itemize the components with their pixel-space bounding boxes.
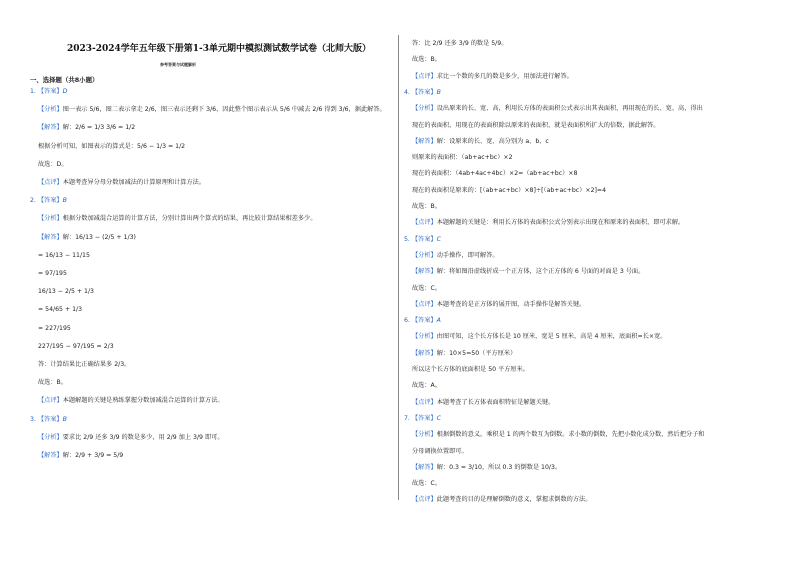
answer-tag: 【答案】 xyxy=(37,415,63,423)
solution-text: 故选：D。 xyxy=(38,160,68,168)
question-number: 3. xyxy=(30,415,36,423)
section-heading: 一、选择题（共8小题） xyxy=(30,76,99,84)
question-number: 7. xyxy=(404,414,410,422)
solution-tag: 【分析】 xyxy=(412,431,437,439)
solution-line xyxy=(38,234,136,242)
solution-line xyxy=(412,464,561,472)
solution-line xyxy=(412,268,644,276)
solution-tag: 【分析】 xyxy=(412,105,437,113)
question-answer-row xyxy=(404,236,441,244)
answer-choice: A xyxy=(436,317,441,325)
solution-line xyxy=(412,285,441,293)
solution-line xyxy=(38,179,205,187)
solution-tag: 【解答】 xyxy=(412,349,437,357)
solution-line xyxy=(38,161,68,169)
solution-line xyxy=(38,306,82,314)
solution-text: 故选：B。 xyxy=(38,379,67,387)
solution-line xyxy=(412,448,468,456)
solution-tag: 【点评】 xyxy=(412,72,437,80)
solution-text: 本题解题的关键是熟练掌握分数加减混合运算的计算方法。 xyxy=(62,397,224,405)
solution-tag: 【解答】 xyxy=(412,463,437,471)
solution-text: 故选：C。 xyxy=(412,284,442,292)
solution-tag: 【解答】 xyxy=(38,124,63,132)
page-title: 2023-2024学年五年级下册第1-3单元期中模拟测试数学试卷（北师大版） xyxy=(66,44,372,54)
solution-text: = 54/65 + 1/3 xyxy=(38,306,83,314)
solution-line xyxy=(38,106,386,114)
answer-tag: 【答案】 xyxy=(37,197,63,205)
solution-text: 本题考查异分母分数加减法的计算原理和计算方法。 xyxy=(62,179,206,186)
solution-line xyxy=(38,124,135,132)
solution-line xyxy=(412,40,507,48)
solution-text: 16/13 − 2/5 + 1/3 xyxy=(38,288,94,296)
solution-tag: 【点评】 xyxy=(38,179,63,186)
solution-tag: 【分析】 xyxy=(412,251,437,259)
solution-text: 答：计算结果比正确结果多 2/3。 xyxy=(38,361,131,368)
solution-tag: 【点评】 xyxy=(412,496,437,504)
solution-line xyxy=(38,361,130,369)
answer-tag: 【答案】 xyxy=(411,235,437,243)
solution-line xyxy=(38,397,224,405)
question-number: 4. xyxy=(404,88,410,96)
solution-line xyxy=(412,496,591,504)
solution-text: 分母调换位置即可。 xyxy=(412,447,468,455)
solution-line xyxy=(412,73,573,81)
solution-text: 要求比 2/9 还多 3/9 的数是多少，用 2/9 加上 3/9 即可。 xyxy=(62,433,224,441)
solution-text: 现在的表面积是原来的：[（ab+ac+bc）×8]÷[（ab+ac+bc）×2]=4 xyxy=(412,186,607,194)
question-number: 5. xyxy=(404,235,410,243)
solution-line xyxy=(38,452,123,460)
solution-line xyxy=(38,379,67,387)
solution-line xyxy=(38,288,94,296)
solution-line xyxy=(38,143,185,151)
solution-line xyxy=(412,399,554,407)
solution-tag: 【解答】 xyxy=(38,452,63,459)
solution-line xyxy=(412,170,577,178)
answer-choice: D xyxy=(62,88,68,95)
solution-text: 根据倒数的意义，乘积是 1 的两个数互为倒数。求小数的倒数，先把小数化成分数，然后把分子和 xyxy=(436,431,705,439)
solution-text: 由图可知，这个长方体长是 10 厘米，宽是 5 厘米，高是 4 厘米，底面积=长×宽。 xyxy=(436,333,667,341)
solution-text: 现在的表面积，用现在的表面积除以原来的表面积，就是表面积所扩大的倍数，据此解答。 xyxy=(412,121,660,129)
solution-text: 解：设原来的长、宽、高分别为 a、b、c xyxy=(436,137,549,145)
solution-text: 本题考查了长方体表面积特征是解题关键。 xyxy=(436,398,555,406)
solution-text: = 16/13 − 11/15 xyxy=(38,251,90,259)
solution-text: 此题考查的目的是理解倒数的意义，掌握求倒数的方法。 xyxy=(436,496,592,504)
solution-line xyxy=(38,252,90,260)
solution-text: 本题解题的关键是：利用长方体的表面积公式分别表示出现在和原来的表面积，即可求解。 xyxy=(436,219,685,227)
solution-text: 现在的表面积：（4ab+4ac+4bc）×2=（ab+ac+bc）×8 xyxy=(412,170,578,178)
solution-line xyxy=(38,270,67,278)
question-answer-row xyxy=(30,88,67,96)
solution-line xyxy=(412,382,441,390)
question-answer-row xyxy=(404,317,441,325)
solution-text: = 97/195 xyxy=(38,270,67,277)
solution-line xyxy=(412,122,660,130)
solution-tag: 【分析】 xyxy=(38,215,63,223)
column-divider xyxy=(398,35,399,500)
solution-text: 本题考查的是正方体的展开图，动手操作是解答关键。 xyxy=(436,300,586,308)
solution-line xyxy=(412,203,441,211)
solution-tag: 【解答】 xyxy=(412,268,437,276)
answer-choice: B xyxy=(62,415,67,423)
answer-choice: B xyxy=(62,197,67,205)
solution-line xyxy=(38,325,71,333)
solution-line xyxy=(412,252,499,260)
question-number: 6. xyxy=(404,317,410,325)
solution-text: 答：比 2/9 还多 3/9 的数是 5/9。 xyxy=(412,40,508,47)
question-answer-row xyxy=(30,197,67,205)
question-answer-row xyxy=(404,415,441,423)
solution-line xyxy=(412,138,549,146)
solution-text: 根据分数加减混合运算的计算方法，分别计算出两个算式的结果，再比较计算结果相差多少。 xyxy=(62,215,317,223)
solution-line xyxy=(412,350,516,358)
solution-text: 图一表示 5/6，图二表示拿走 2/6，图三表示还剩下 3/6，因此整个图示表示从 5/6 中减去 2/6 得到 3/6，据此解答。 xyxy=(62,106,386,114)
solution-tag: 【解答】 xyxy=(38,233,63,241)
question-number: 1. xyxy=(30,88,36,95)
answer-tag: 【答案】 xyxy=(411,414,437,422)
solution-text: 解：16/13 − (2/5 + 1/3) xyxy=(62,233,136,241)
solution-tag: 【解答】 xyxy=(412,137,437,145)
solution-text: 解：2/9 + 3/9 = 5/9 xyxy=(62,452,124,459)
solution-line xyxy=(412,56,441,64)
solution-text: 故选：B。 xyxy=(412,56,441,64)
solution-text: 故选：B。 xyxy=(412,203,441,210)
solution-text: 解：10×5=50（平方厘米） xyxy=(436,349,517,357)
solution-text: 动手操作，即可解答。 xyxy=(436,251,499,259)
solution-line xyxy=(412,154,513,162)
solution-text: 则原来的表面积：（ab+ac+bc）×2 xyxy=(412,154,513,162)
solution-text: 所以这个长方体的底面积是 50 平方厘米。 xyxy=(412,366,529,373)
answer-choice: C xyxy=(436,414,441,422)
solution-text: 227/195 − 97/195 = 2/3 xyxy=(38,342,114,350)
solution-line xyxy=(38,434,224,442)
solution-text: = 227/195 xyxy=(38,324,71,332)
solution-tag: 【分析】 xyxy=(38,433,63,441)
solution-text: 根据分析可知，如图表示的算式是：5/6 − 1/3 = 1/2 xyxy=(38,142,186,150)
solution-tag: 【分析】 xyxy=(38,106,63,114)
solution-line xyxy=(412,301,585,309)
solution-line xyxy=(38,215,316,223)
question-number: 2. xyxy=(30,197,36,205)
solution-line xyxy=(412,366,529,374)
answer-tag: 【答案】 xyxy=(411,88,437,96)
answer-choice: B xyxy=(436,88,441,96)
solution-text: 设出原来的长、宽、高，利用长方体的表面积公式表示出其表面积，再用现在的长、宽、高，得出 xyxy=(436,105,703,113)
solution-text: 解：0.3 = 3/10，所以 0.3 的倒数是 10/3。 xyxy=(436,463,562,471)
answer-tag: 【答案】 xyxy=(411,317,437,325)
solution-text: 故选：A。 xyxy=(412,382,441,390)
solution-line xyxy=(412,219,684,227)
solution-line xyxy=(412,480,441,488)
solution-line xyxy=(412,105,703,113)
answer-choice: C xyxy=(436,235,441,243)
solution-line xyxy=(412,431,705,439)
solution-line xyxy=(412,333,666,341)
solution-tag: 【分析】 xyxy=(412,333,437,341)
solution-tag: 【点评】 xyxy=(38,397,63,405)
solution-text: 故选：C。 xyxy=(412,480,442,488)
solution-tag: 【点评】 xyxy=(412,300,437,308)
solution-tag: 【点评】 xyxy=(412,398,437,406)
page-subtitle: 参考答案与试题解析 xyxy=(160,62,196,67)
solution-line xyxy=(412,187,606,195)
question-answer-row xyxy=(30,416,67,424)
question-answer-row xyxy=(404,89,441,97)
solution-line xyxy=(38,343,114,351)
answer-tag: 【答案】 xyxy=(37,88,63,95)
solution-text: 解：2/6 = 1/3 3/6 = 1/2 xyxy=(62,124,136,132)
solution-text: 求比一个数的多几的数是多少，用加法进行解答。 xyxy=(436,72,573,80)
solution-tag: 【点评】 xyxy=(412,219,437,227)
solution-text: 解：将如图沿虚线折成一个正方体，这个正方体的 6 号面的对面是 3 号面。 xyxy=(436,268,645,276)
